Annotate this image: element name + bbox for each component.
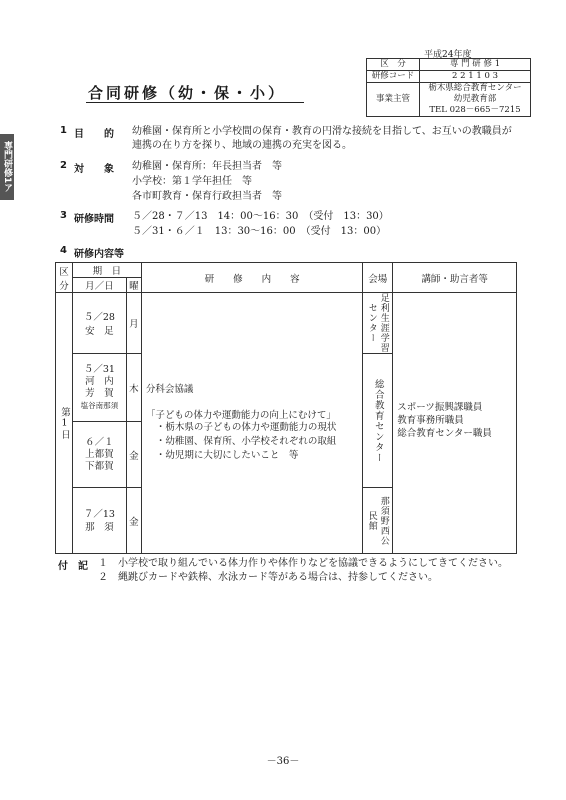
- note-item: ２ 縄跳びカードや鉄棒、水泳カード等がある場合は、持参してください。: [98, 572, 438, 583]
- section-target-line: 各市町教育・保育行政担当者 等: [132, 191, 282, 202]
- row-place: 下都賀: [85, 460, 114, 472]
- th-venue: 会場: [363, 263, 393, 293]
- info-key: 区 分: [367, 59, 420, 71]
- row-place: 芳 賀: [85, 387, 114, 399]
- section-target-line: 幼稚園・保育所：年長担当者 等: [132, 161, 282, 172]
- row-date: ７／13: [83, 508, 115, 520]
- date-cell: [72, 293, 126, 354]
- section-purpose-num: 1: [60, 125, 67, 136]
- date-cell: [72, 422, 126, 488]
- section-time-num: 3: [60, 210, 67, 221]
- section-purpose-line: 連携の在り方を探り、地域の連携の充実を図る。: [132, 140, 352, 151]
- content-item: ・幼稚園、保育所、小学校それぞれの取組: [155, 436, 337, 447]
- notes-label: 付 記: [58, 561, 88, 572]
- info-key: 研修コード: [367, 71, 420, 83]
- content-title: 分科会協議: [145, 384, 194, 395]
- section-target-line: 小学校：第１学年担任 等: [132, 176, 252, 187]
- th-period: 期 日: [72, 263, 141, 278]
- division-label: 第1日: [58, 406, 70, 440]
- lecturer-item: スポーツ振興課職員: [397, 402, 483, 413]
- th-content: 研 修 内 容: [141, 263, 362, 293]
- fiscal-year: 平成24年度: [424, 50, 472, 60]
- info-value: 幼児教育部: [420, 94, 531, 105]
- section-content-label: 研修内容等: [74, 249, 124, 260]
- date-cell: [72, 354, 126, 422]
- venue-cell: [363, 293, 393, 354]
- venue-label: 足利生涯学習センター: [366, 293, 389, 353]
- venue-cell: [363, 354, 393, 488]
- row-place: 塩谷南那須: [80, 400, 119, 410]
- info-value: 専 門 研 修 1: [420, 59, 531, 71]
- info-value: 栃木県総合教育センター: [420, 83, 531, 95]
- info-value: TEL 028－665－7215: [420, 105, 531, 117]
- section-purpose-label: 目 的: [74, 129, 114, 140]
- row-weekday: 月: [126, 293, 141, 354]
- row-place: 上都賀: [85, 448, 114, 460]
- lecturer-item: 教育事務所職員: [397, 415, 464, 426]
- venue-cell: [363, 488, 393, 554]
- page-number: －36－: [266, 756, 300, 767]
- page-title: 合同研修（幼・保・小）: [88, 84, 287, 102]
- division-cell: [56, 293, 73, 554]
- row-date: ６／１: [85, 436, 114, 448]
- row-weekday: 木: [126, 354, 141, 422]
- section-purpose-line: 幼稚園・保育所と小学校間の保育・教育の円滑な接続を目指して、お互いの教職員が: [132, 126, 512, 137]
- section-content-num: 4: [60, 245, 67, 256]
- side-tab: 専門研修1ア: [0, 134, 14, 200]
- row-date: ５／31: [83, 363, 115, 375]
- section-target-num: 2: [60, 160, 67, 171]
- row-weekday: 金: [126, 422, 141, 488]
- row-place: 河 内: [85, 375, 114, 387]
- lecturer-cell: [393, 293, 517, 554]
- section-time-label: 研修時間: [74, 214, 114, 225]
- section-time-line: ５／31・６／１ 13：30～16：00 （受付 13：00）: [132, 226, 387, 237]
- content-item: ・幼児期に大切にしたいこと 等: [155, 450, 299, 461]
- row-date: ５／28: [83, 312, 115, 323]
- content-cell: [141, 293, 362, 554]
- venue-label: 那須野西公民館: [366, 495, 389, 546]
- th-lecturer: 講師・助言者等: [393, 263, 517, 293]
- title-underline: [86, 102, 304, 103]
- section-target-label: 対 象: [74, 164, 114, 175]
- info-value: 2 2 1 1 0 3: [420, 71, 531, 83]
- th-weekday: 曜: [126, 278, 141, 293]
- content-item: ・栃木県の子どもの体力や運動能力の現状: [155, 422, 337, 433]
- content-theme: 「子どもの体力や運動能力の向上にむけて」: [145, 410, 336, 421]
- date-cell: [72, 488, 126, 554]
- venue-label: 総合教育センター: [372, 378, 384, 463]
- row-weekday: 金: [126, 488, 141, 554]
- section-time-line: ５／28・７／13 14：00～16：30 （受付 13：30）: [132, 211, 389, 222]
- th-date: 月／日: [72, 278, 126, 293]
- note-item: １ 小学校で取り組んでいる体力作りや体作りなどを協議できるようにしてきてください。: [98, 558, 508, 569]
- lecturer-item: 総合教育センター職員: [397, 428, 492, 439]
- schedule-table: [55, 262, 517, 554]
- row-place: 安 足: [85, 326, 114, 337]
- th-division: 区分: [56, 263, 73, 293]
- info-table: [366, 58, 531, 117]
- row-place: 那 須: [85, 521, 114, 533]
- info-key: 事業主管: [367, 83, 420, 117]
